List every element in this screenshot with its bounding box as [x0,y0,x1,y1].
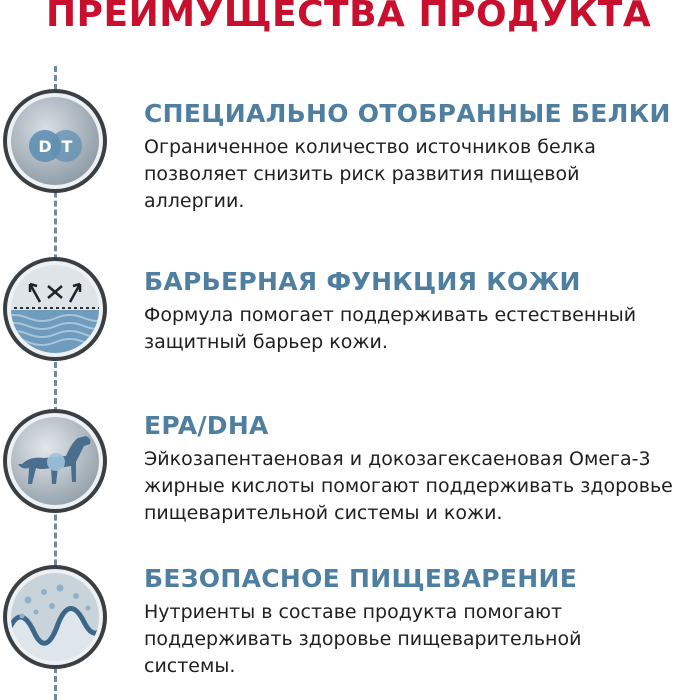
skin-barrier-icon [0,254,110,364]
page-title: ПРЕИМУЩЕСТВА ПРОДУКТА [46,0,652,35]
benefit-safe-digestion [144,563,674,680]
dt-protein-icon [0,86,110,196]
benefit-text: Нутриенты в составе продукта помогают поддерживать здоровье пищеварительной системы. [144,601,582,677]
benefit-heading: СПЕЦИАЛЬНО ОТОБРАННЫЕ БЕЛКИ [144,99,671,128]
benefit-text: Эйкозапентаеновая и докозагексаеновая Омега-3 жирные кислоты помогают поддерживать здоровье пищеварительной системы и кожи. [144,448,673,524]
benefit-heading: БАРЬЕРНАЯ ФУНКЦИЯ КОЖИ [144,267,581,296]
benefit-text: Ограниченное количество источников белка позволяет снизить риск развития пищевой аллергии. [144,136,596,212]
dog-omega-icon [0,406,110,516]
dt-letter-t: T [61,137,73,156]
benefit-heading: EPA/DHA [144,411,269,440]
benefit-skin-barrier [144,266,674,356]
benefit-protein [144,98,674,215]
benefit-epa-dha [144,410,674,527]
benefit-heading: БЕЗОПАСНОЕ ПИЩЕВАРЕНИЕ [144,564,578,593]
digestion-icon [0,562,110,672]
benefit-text: Формула помогает поддерживать естественный защитный барьер кожи. [144,304,637,353]
dt-letter-d: D [38,137,52,156]
